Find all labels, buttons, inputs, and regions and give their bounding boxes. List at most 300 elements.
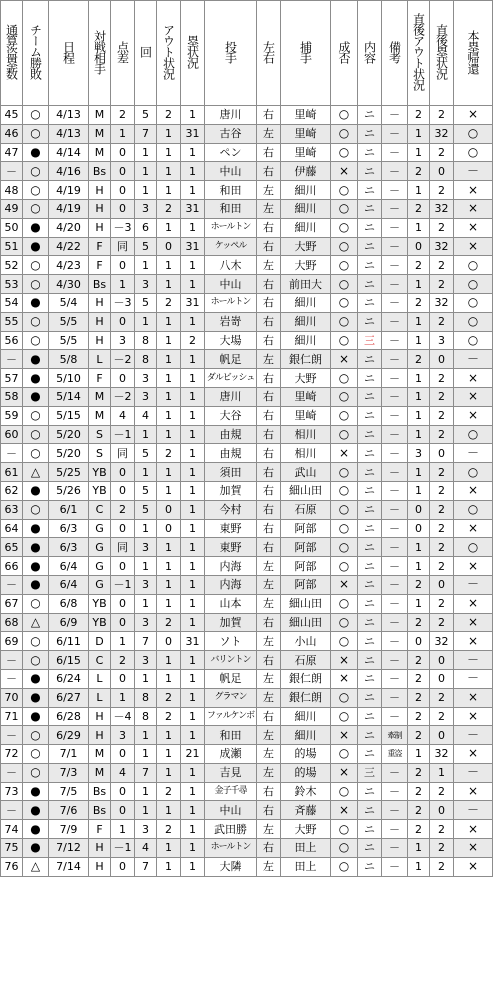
- cell-home: ×: [454, 594, 493, 613]
- cell-after_out: 2: [408, 820, 430, 839]
- header-result: [331, 1, 358, 106]
- cell-date: 6/1: [49, 500, 89, 519]
- cell-n: －: [1, 726, 23, 745]
- header-date: [49, 1, 89, 106]
- cell-date: 4/16: [49, 162, 89, 181]
- cell-diff: 2: [111, 651, 135, 670]
- cell-date: 6/9: [49, 613, 89, 632]
- cell-home: －: [454, 575, 493, 594]
- cell-date: 6/11: [49, 632, 89, 651]
- cell-opp: M: [89, 387, 111, 406]
- cell-base: 1: [181, 256, 205, 275]
- cell-hand: 右: [257, 444, 281, 463]
- cell-base: 1: [181, 538, 205, 557]
- cell-date: 4/19: [49, 199, 89, 218]
- cell-r: △: [23, 613, 49, 632]
- cell-inn: 5: [135, 237, 157, 256]
- cell-after_out: 2: [408, 575, 430, 594]
- cell-home: ○: [454, 312, 493, 331]
- cell-catcher: 里崎: [281, 406, 331, 425]
- table-row: [1, 669, 493, 688]
- cell-date: 5/8: [49, 350, 89, 369]
- cell-n: 75: [1, 839, 23, 858]
- cell-hand: 右: [257, 707, 281, 726]
- cell-diff: 0: [111, 519, 135, 538]
- cell-date: 4/19: [49, 181, 89, 200]
- cell-content: ニ: [358, 745, 382, 764]
- cell-out: 2: [157, 707, 181, 726]
- table-row: [1, 632, 493, 651]
- cell-pitcher: 大隣: [205, 857, 257, 876]
- cell-home: －: [454, 801, 493, 820]
- cell-hand: 右: [257, 500, 281, 519]
- cell-after_base: 2: [430, 312, 454, 331]
- cell-pitcher: 和田: [205, 726, 257, 745]
- cell-inn: 1: [135, 181, 157, 200]
- cell-content: ニ: [358, 425, 382, 444]
- cell-diff: 0: [111, 312, 135, 331]
- cell-catcher: 相川: [281, 425, 331, 444]
- header-home: [454, 1, 493, 106]
- cell-after_out: 1: [408, 839, 430, 858]
- table-row: [1, 181, 493, 200]
- cell-opp: Bs: [89, 275, 111, 294]
- cell-date: 4/20: [49, 218, 89, 237]
- cell-diff: 0: [111, 481, 135, 500]
- cell-opp: F: [89, 820, 111, 839]
- cell-n: 57: [1, 369, 23, 388]
- cell-catcher: 細山田: [281, 481, 331, 500]
- cell-date: 6/24: [49, 669, 89, 688]
- cell-date: 6/4: [49, 557, 89, 576]
- cell-after_base: 0: [430, 162, 454, 181]
- cell-result: ○: [331, 820, 358, 839]
- cell-note: 牽制: [382, 726, 408, 745]
- cell-hand: 左: [257, 857, 281, 876]
- cell-catcher: 大野: [281, 820, 331, 839]
- cell-content: ニ: [358, 575, 382, 594]
- cell-result: ○: [331, 500, 358, 519]
- cell-note: －: [382, 557, 408, 576]
- cell-r: ●: [23, 369, 49, 388]
- cell-result: ○: [331, 857, 358, 876]
- header-label: 内容: [362, 40, 377, 63]
- cell-hand: 左: [257, 688, 281, 707]
- cell-after_base: 2: [430, 256, 454, 275]
- cell-out: 1: [157, 763, 181, 782]
- cell-base: 1: [181, 218, 205, 237]
- header-catcher: [281, 1, 331, 106]
- table-row: [1, 275, 493, 294]
- cell-out: 1: [157, 181, 181, 200]
- cell-content: ニ: [358, 839, 382, 858]
- cell-pitcher: ペン: [205, 143, 257, 162]
- cell-out: 1: [157, 124, 181, 143]
- table-row: [1, 106, 493, 125]
- cell-content: ニ: [358, 500, 382, 519]
- cell-base: 1: [181, 162, 205, 181]
- cell-base: 1: [181, 857, 205, 876]
- cell-after_out: 0: [408, 632, 430, 651]
- cell-date: 5/5: [49, 312, 89, 331]
- cell-inn: 7: [135, 124, 157, 143]
- cell-diff: 1: [111, 124, 135, 143]
- cell-after_base: 2: [430, 481, 454, 500]
- cell-after_base: 2: [430, 688, 454, 707]
- cell-diff: 0: [111, 594, 135, 613]
- cell-base: 21: [181, 745, 205, 764]
- cell-content: ニ: [358, 688, 382, 707]
- cell-note: －: [382, 218, 408, 237]
- cell-note: －: [382, 162, 408, 181]
- cell-pitcher: 内海: [205, 557, 257, 576]
- cell-hand: 右: [257, 839, 281, 858]
- cell-r: ○: [23, 594, 49, 613]
- cell-n: 74: [1, 820, 23, 839]
- table-row: [1, 538, 493, 557]
- cell-home: ×: [454, 707, 493, 726]
- cell-note: －: [382, 444, 408, 463]
- header-r: [23, 1, 49, 106]
- cell-pitcher: 東野: [205, 519, 257, 538]
- cell-note: －: [382, 425, 408, 444]
- cell-inn: 5: [135, 500, 157, 519]
- cell-content: 三: [358, 331, 382, 350]
- cell-date: 5/25: [49, 463, 89, 482]
- cell-opp: H: [89, 199, 111, 218]
- cell-r: ○: [23, 745, 49, 764]
- cell-n: 60: [1, 425, 23, 444]
- cell-diff: －2: [111, 350, 135, 369]
- cell-home: ○: [454, 331, 493, 350]
- cell-hand: 右: [257, 293, 281, 312]
- header-label: 点差: [115, 40, 130, 63]
- cell-opp: S: [89, 444, 111, 463]
- cell-catcher: 銀仁朗: [281, 350, 331, 369]
- cell-diff: 0: [111, 162, 135, 181]
- cell-base: 1: [181, 688, 205, 707]
- cell-result: ○: [331, 387, 358, 406]
- cell-catcher: 細川: [281, 707, 331, 726]
- cell-r: △: [23, 463, 49, 482]
- table-row: [1, 651, 493, 670]
- cell-out: 2: [157, 820, 181, 839]
- cell-n: 76: [1, 857, 23, 876]
- cell-result: ○: [331, 594, 358, 613]
- table-row: [1, 331, 493, 350]
- cell-after_base: 32: [430, 199, 454, 218]
- cell-n: 50: [1, 218, 23, 237]
- cell-after_base: 2: [430, 106, 454, 125]
- cell-inn: 1: [135, 425, 157, 444]
- cell-diff: －4: [111, 707, 135, 726]
- cell-date: 5/20: [49, 425, 89, 444]
- table-row: [1, 218, 493, 237]
- cell-opp: H: [89, 331, 111, 350]
- cell-opp: YB: [89, 594, 111, 613]
- cell-after_base: 32: [430, 745, 454, 764]
- cell-after_out: 2: [408, 350, 430, 369]
- cell-hand: 右: [257, 275, 281, 294]
- cell-date: 6/3: [49, 519, 89, 538]
- table-row: [1, 801, 493, 820]
- cell-base: 1: [181, 594, 205, 613]
- cell-n: 68: [1, 613, 23, 632]
- cell-catcher: 細川: [281, 293, 331, 312]
- header-out: [157, 1, 181, 106]
- cell-opp: H: [89, 181, 111, 200]
- cell-hand: 右: [257, 463, 281, 482]
- cell-n: 66: [1, 557, 23, 576]
- cell-note: 重盗: [382, 745, 408, 764]
- table-row: [1, 707, 493, 726]
- cell-n: 59: [1, 406, 23, 425]
- table-row: [1, 387, 493, 406]
- cell-after_base: 0: [430, 350, 454, 369]
- cell-home: ×: [454, 369, 493, 388]
- cell-out: 1: [157, 538, 181, 557]
- cell-base: 1: [181, 613, 205, 632]
- cell-after_base: 2: [430, 857, 454, 876]
- cell-after_base: 2: [430, 500, 454, 519]
- cell-after_out: 2: [408, 801, 430, 820]
- table-body: [1, 106, 493, 877]
- cell-after_out: 2: [408, 763, 430, 782]
- cell-diff: 1: [111, 820, 135, 839]
- cell-note: －: [382, 500, 408, 519]
- cell-diff: 0: [111, 613, 135, 632]
- cell-hand: 左: [257, 763, 281, 782]
- cell-note: －: [382, 369, 408, 388]
- cell-out: 2: [157, 293, 181, 312]
- cell-hand: 右: [257, 162, 281, 181]
- cell-home: ×: [454, 839, 493, 858]
- cell-inn: 3: [135, 275, 157, 294]
- cell-n: 65: [1, 538, 23, 557]
- cell-out: 2: [157, 444, 181, 463]
- cell-catcher: 武山: [281, 463, 331, 482]
- cell-content: ニ: [358, 519, 382, 538]
- cell-catcher: 細山田: [281, 613, 331, 632]
- cell-inn: 7: [135, 632, 157, 651]
- cell-r: ●: [23, 519, 49, 538]
- cell-date: 5/4: [49, 293, 89, 312]
- cell-hand: 左: [257, 181, 281, 200]
- cell-diff: －1: [111, 425, 135, 444]
- cell-after_base: 2: [430, 387, 454, 406]
- cell-content: ニ: [358, 632, 382, 651]
- cell-out: 1: [157, 256, 181, 275]
- table-row: [1, 763, 493, 782]
- header-label: 対戦相手: [92, 29, 107, 74]
- cell-diff: 3: [111, 331, 135, 350]
- cell-base: 2: [181, 331, 205, 350]
- cell-opp: C: [89, 500, 111, 519]
- header-hand: [257, 1, 281, 106]
- header-label: 直後アウト状況: [411, 13, 426, 90]
- table-row: [1, 237, 493, 256]
- cell-base: 1: [181, 726, 205, 745]
- cell-n: 70: [1, 688, 23, 707]
- table-row: [1, 613, 493, 632]
- cell-out: 1: [157, 218, 181, 237]
- cell-n: －: [1, 444, 23, 463]
- cell-opp: Bs: [89, 162, 111, 181]
- cell-after_base: 32: [430, 632, 454, 651]
- table-row: [1, 575, 493, 594]
- cell-after_base: 2: [430, 538, 454, 557]
- cell-n: 54: [1, 293, 23, 312]
- cell-r: ●: [23, 350, 49, 369]
- cell-opp: H: [89, 857, 111, 876]
- cell-out: 1: [157, 557, 181, 576]
- cell-pitcher: 帆足: [205, 350, 257, 369]
- cell-result: ○: [331, 463, 358, 482]
- cell-content: ニ: [358, 369, 382, 388]
- cell-home: ×: [454, 745, 493, 764]
- cell-hand: 左: [257, 557, 281, 576]
- cell-catcher: 的場: [281, 763, 331, 782]
- cell-after_out: 0: [408, 500, 430, 519]
- cell-inn: 5: [135, 106, 157, 125]
- cell-inn: 1: [135, 801, 157, 820]
- cell-after_out: 1: [408, 387, 430, 406]
- cell-note: －: [382, 406, 408, 425]
- cell-pitcher: 中山: [205, 275, 257, 294]
- cell-content: ニ: [358, 293, 382, 312]
- cell-content: ニ: [358, 124, 382, 143]
- cell-home: ×: [454, 557, 493, 576]
- cell-base: 1: [181, 839, 205, 858]
- cell-home: －: [454, 669, 493, 688]
- cell-date: 5/26: [49, 481, 89, 500]
- table-row: [1, 463, 493, 482]
- cell-r: ●: [23, 820, 49, 839]
- cell-after_out: 1: [408, 143, 430, 162]
- cell-diff: 0: [111, 782, 135, 801]
- header-diff: [111, 1, 135, 106]
- cell-note: －: [382, 782, 408, 801]
- cell-inn: 3: [135, 651, 157, 670]
- cell-content: ニ: [358, 669, 382, 688]
- table-row: [1, 350, 493, 369]
- cell-inn: 1: [135, 745, 157, 764]
- cell-home: ×: [454, 857, 493, 876]
- cell-diff: 0: [111, 801, 135, 820]
- cell-content: ニ: [358, 820, 382, 839]
- cell-after_base: 0: [430, 575, 454, 594]
- cell-catcher: 的場: [281, 745, 331, 764]
- cell-hand: 右: [257, 782, 281, 801]
- table-row: [1, 312, 493, 331]
- cell-result: ○: [331, 745, 358, 764]
- cell-diff: 0: [111, 181, 135, 200]
- cell-after_base: 2: [430, 557, 454, 576]
- cell-pitcher: 成瀬: [205, 745, 257, 764]
- cell-base: 1: [181, 500, 205, 519]
- cell-r: ●: [23, 293, 49, 312]
- cell-base: 1: [181, 481, 205, 500]
- cell-content: ニ: [358, 350, 382, 369]
- cell-pitcher: ホールトン: [205, 218, 257, 237]
- cell-diff: 0: [111, 857, 135, 876]
- cell-note: －: [382, 293, 408, 312]
- cell-n: 47: [1, 143, 23, 162]
- cell-diff: 2: [111, 500, 135, 519]
- cell-home: ○: [454, 463, 493, 482]
- cell-after_base: 2: [430, 181, 454, 200]
- cell-hand: 右: [257, 801, 281, 820]
- cell-diff: －2: [111, 387, 135, 406]
- cell-opp: H: [89, 726, 111, 745]
- cell-n: 53: [1, 275, 23, 294]
- cell-content: ニ: [358, 312, 382, 331]
- cell-pitcher: 山本: [205, 594, 257, 613]
- cell-catcher: 石原: [281, 500, 331, 519]
- cell-r: ●: [23, 688, 49, 707]
- cell-out: 1: [157, 143, 181, 162]
- cell-r: ○: [23, 199, 49, 218]
- cell-inn: 1: [135, 557, 157, 576]
- cell-diff: －3: [111, 293, 135, 312]
- cell-opp: C: [89, 651, 111, 670]
- cell-inn: 3: [135, 199, 157, 218]
- cell-date: 4/23: [49, 256, 89, 275]
- cell-home: －: [454, 162, 493, 181]
- table-row: [1, 425, 493, 444]
- cell-base: 1: [181, 707, 205, 726]
- cell-n: －: [1, 350, 23, 369]
- cell-n: －: [1, 575, 23, 594]
- cell-after_out: 2: [408, 293, 430, 312]
- cell-content: ニ: [358, 463, 382, 482]
- cell-inn: 1: [135, 162, 157, 181]
- cell-inn: 3: [135, 575, 157, 594]
- cell-diff: 4: [111, 763, 135, 782]
- cell-after_out: 2: [408, 106, 430, 125]
- cell-after_out: 0: [408, 519, 430, 538]
- table-row: [1, 199, 493, 218]
- header-label: 通算盗塁数: [4, 24, 19, 79]
- cell-date: 7/9: [49, 820, 89, 839]
- cell-note: －: [382, 106, 408, 125]
- cell-hand: 左: [257, 820, 281, 839]
- cell-note: －: [382, 181, 408, 200]
- cell-date: 6/4: [49, 575, 89, 594]
- cell-base: 1: [181, 463, 205, 482]
- cell-diff: －1: [111, 839, 135, 858]
- cell-result: ○: [331, 143, 358, 162]
- cell-r: ●: [23, 669, 49, 688]
- cell-hand: 左: [257, 199, 281, 218]
- header-label: 直後塁状況: [434, 24, 449, 79]
- cell-result: ○: [331, 124, 358, 143]
- cell-hand: 右: [257, 312, 281, 331]
- cell-hand: 右: [257, 538, 281, 557]
- cell-result: ○: [331, 199, 358, 218]
- cell-pitcher: 由規: [205, 444, 257, 463]
- cell-out: 1: [157, 350, 181, 369]
- cell-pitcher: グラマン: [205, 688, 257, 707]
- cell-out: 0: [157, 632, 181, 651]
- cell-result: ○: [331, 181, 358, 200]
- cell-date: 5/10: [49, 369, 89, 388]
- cell-out: 2: [157, 613, 181, 632]
- cell-n: 62: [1, 481, 23, 500]
- cell-after_out: 1: [408, 857, 430, 876]
- cell-base: 1: [181, 820, 205, 839]
- cell-catcher: 銀仁朗: [281, 688, 331, 707]
